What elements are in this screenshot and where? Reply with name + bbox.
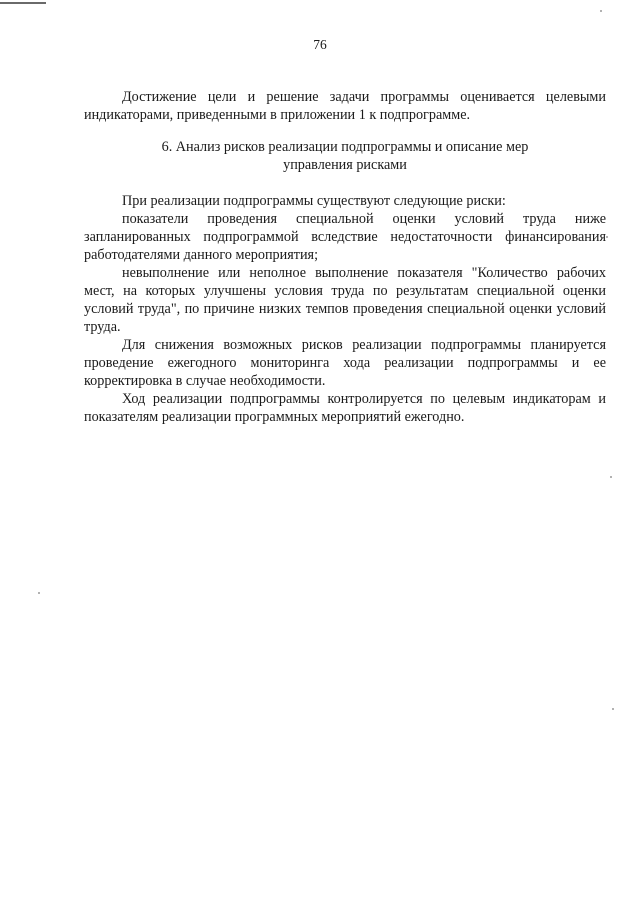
section-heading-line-2: управления рисками — [283, 157, 407, 173]
section-heading — [84, 138, 606, 174]
body-text — [84, 192, 606, 426]
risk-mitigation-paragraph: Для снижения возможных рисков реализации подпрограммы планируется проведение ежегодного мониторинга хода реализации подпрограммы и ее корректировка в случае необходимости. — [84, 337, 606, 389]
risk-item-1: показатели проведения специальной оценки условий труда ниже запланированных подпрограммой вследствие недостаточности финансирования работодателями данного мероприятия; — [84, 211, 606, 263]
section-heading-line-1: 6. Анализ рисков реализации подпрограммы и описание мер — [161, 139, 529, 155]
scan-speck — [606, 236, 608, 238]
intro-block — [84, 88, 606, 124]
risk-item-2: невыполнение или неполное выполнение показателя "Количество рабочих мест, на которых улучшены условия труда по результатам специальной оценки условий труда", по причине низких темпов проведения специальной оценки условий труда. — [84, 265, 606, 335]
scan-edge-mark — [0, 2, 46, 4]
scan-speck — [612, 708, 614, 710]
scan-speck — [610, 476, 612, 478]
risks-intro-paragraph: При реализации подпрограммы существуют следующие риски: — [122, 193, 506, 209]
scan-speck — [600, 10, 602, 12]
page-number: 76 — [313, 37, 327, 52]
scan-speck — [38, 592, 40, 594]
intro-paragraph: Достижение цели и решение задачи программы оценивается целевыми индикаторами, приведенными в приложении 1 к подпрограмме. — [84, 89, 606, 123]
monitoring-paragraph: Ход реализации подпрограммы контролируется по целевым индикаторам и показателям реализации программных мероприятий ежегодно. — [84, 391, 606, 425]
